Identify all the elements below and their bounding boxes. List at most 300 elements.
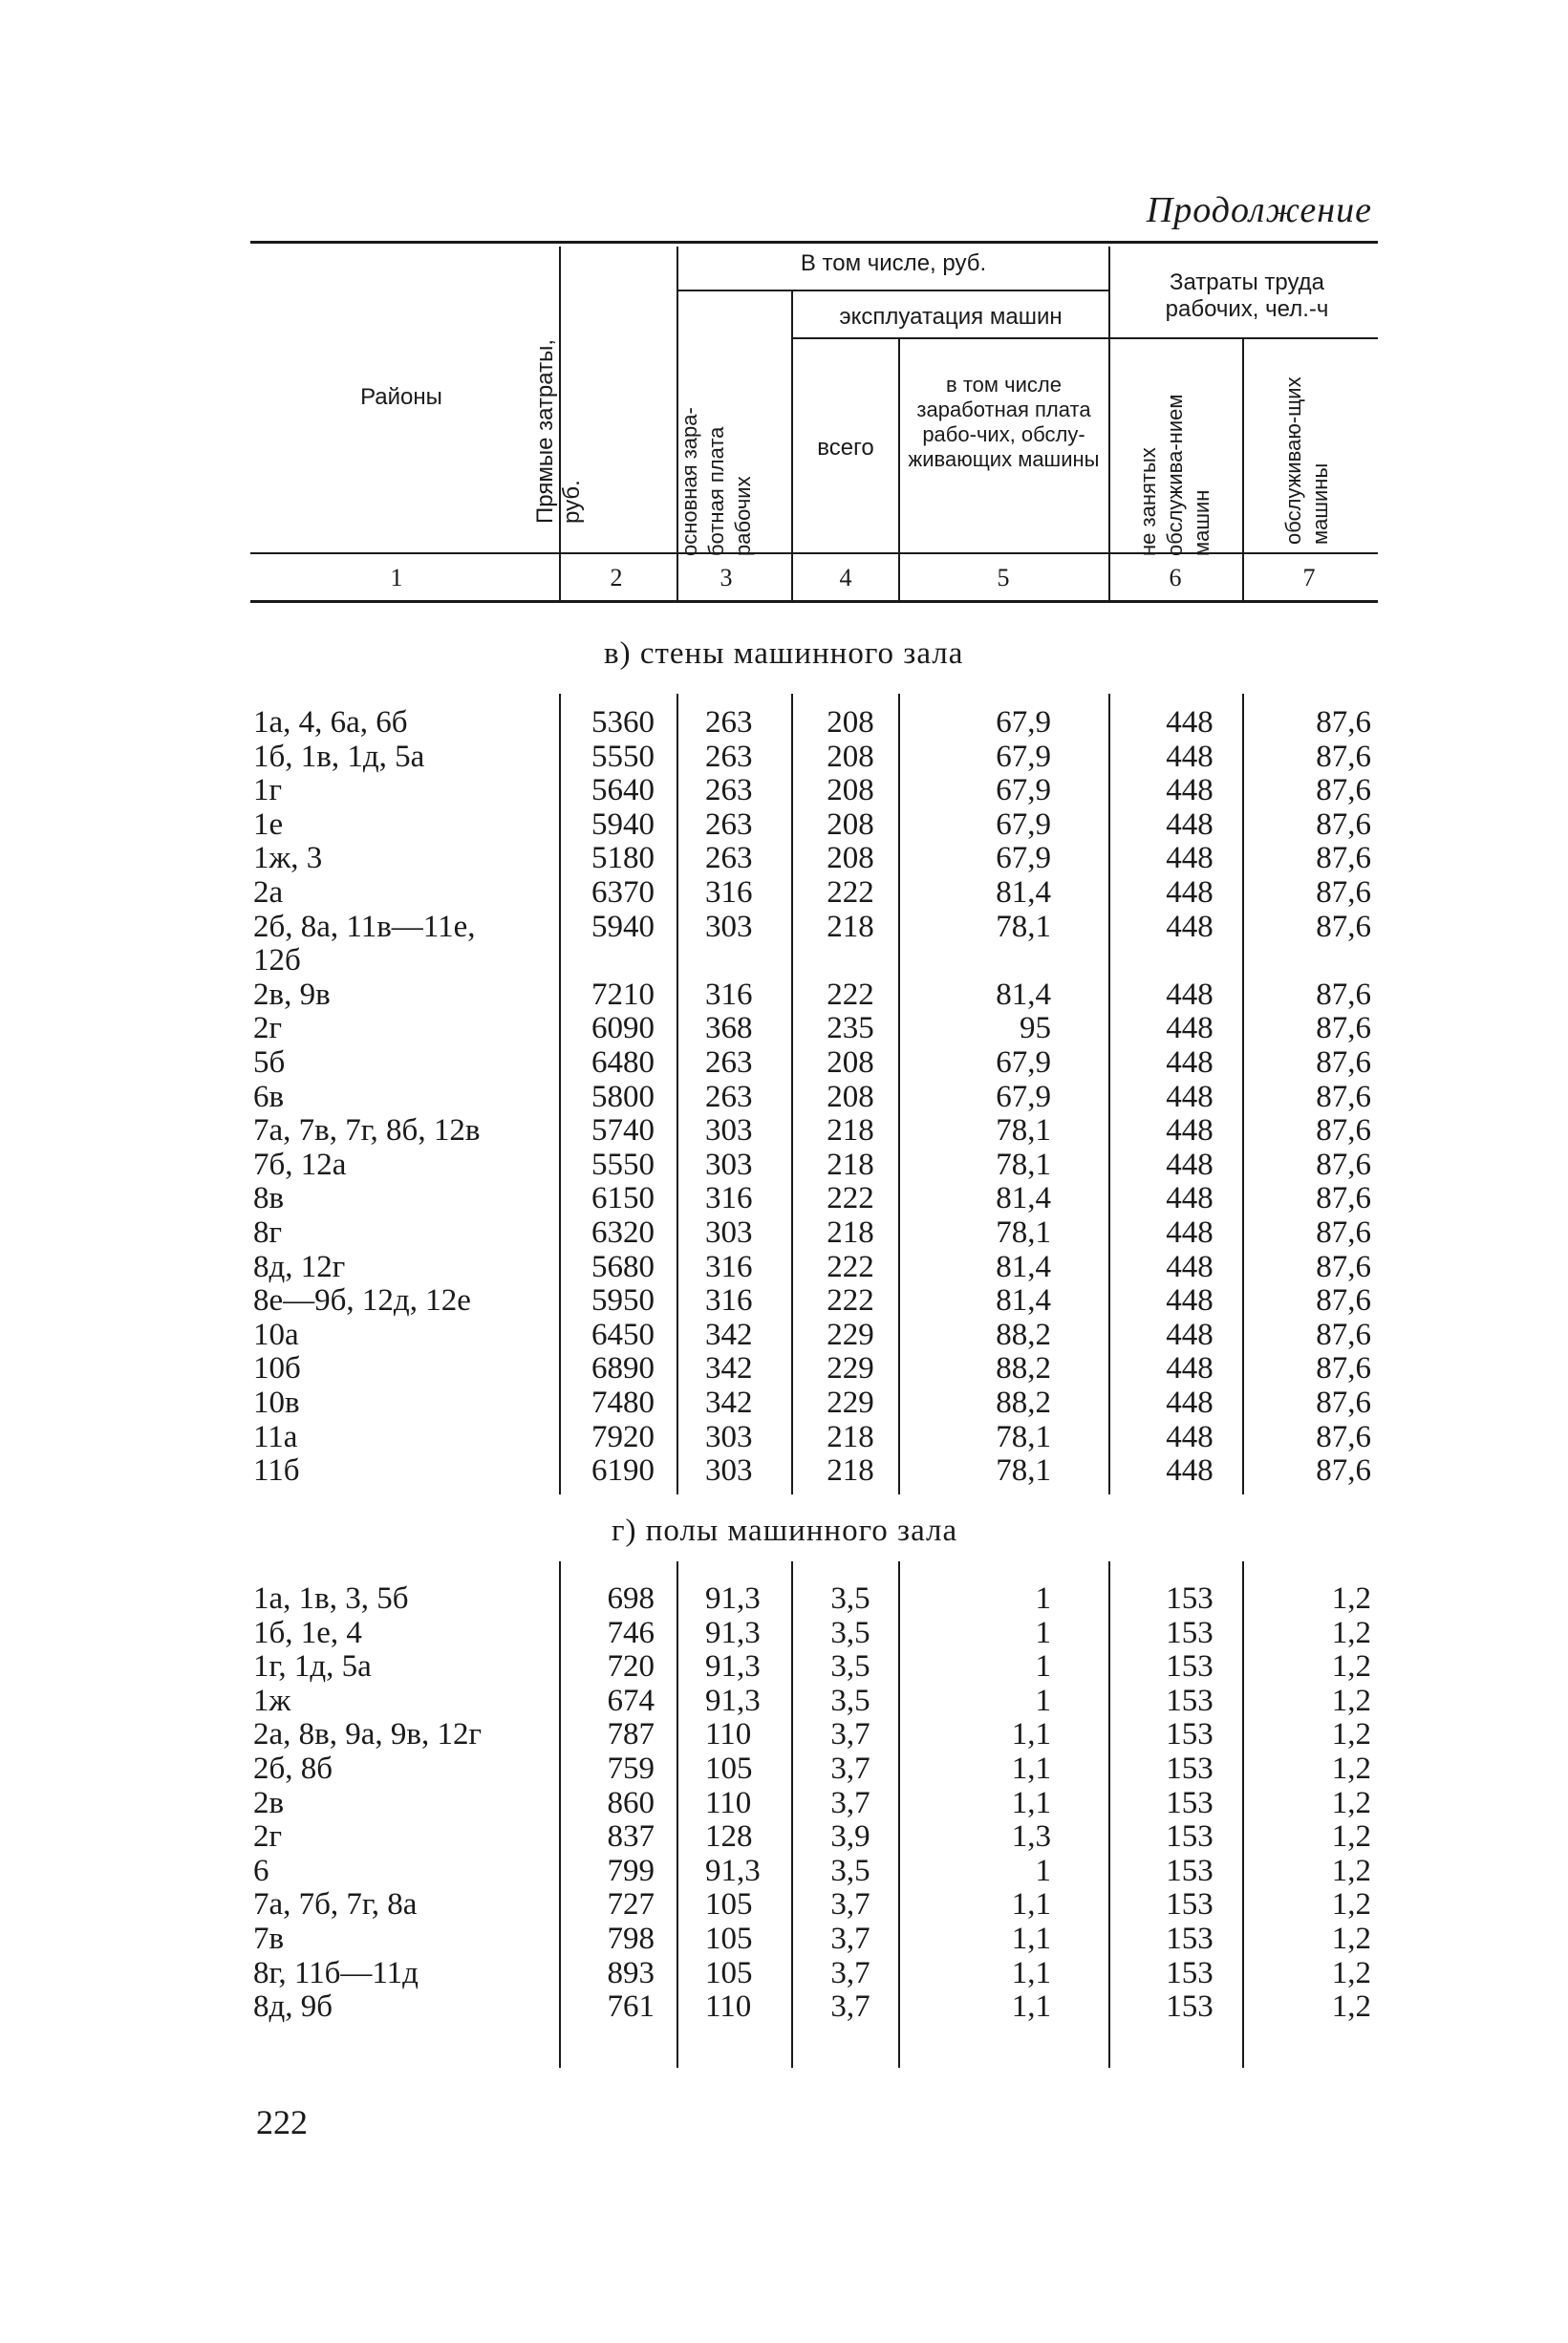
- table-row: [0, 705, 1568, 740]
- cell-labor-non-machine: 153: [1166, 1649, 1214, 1685]
- cell-direct-costs: 787: [607, 1717, 655, 1752]
- cell-base-wage: 316: [705, 1181, 753, 1216]
- cell-direct-costs: 746: [607, 1615, 655, 1650]
- table-row: [0, 841, 1568, 875]
- cell-labor-machine: 87,6: [1316, 1079, 1371, 1114]
- cell-labor-machine: 87,6: [1316, 1181, 1371, 1216]
- cell-machine-total: 218: [827, 1419, 874, 1454]
- cell-direct-costs: 799: [607, 1853, 655, 1888]
- cell-labor-machine: 87,6: [1316, 1419, 1371, 1454]
- cell-labor-machine: 87,6: [1316, 1113, 1371, 1149]
- cell-region: 5б: [253, 1045, 286, 1080]
- cell-labor-machine: 1,2: [1331, 1887, 1371, 1923]
- cell-machine-total: 208: [827, 705, 874, 740]
- cell-direct-costs: 5940: [591, 806, 655, 842]
- cell-direct-costs: 5550: [591, 739, 655, 774]
- header-group-rule: [677, 290, 1108, 291]
- cell-labor-non-machine: 448: [1166, 1079, 1214, 1114]
- table-row: [0, 943, 1568, 978]
- cell-region: 1ж, 3: [253, 841, 323, 876]
- cell-labor-machine: 87,6: [1316, 739, 1371, 774]
- section-title: г) полы машинного зала: [612, 1514, 958, 1548]
- cell-region: 2г: [253, 1819, 283, 1855]
- cell-direct-costs: 6370: [591, 875, 655, 910]
- cell-region: 7в: [253, 1922, 285, 1956]
- cell-labor-non-machine: 448: [1166, 806, 1214, 842]
- cell-direct-costs: 674: [607, 1683, 655, 1718]
- cell-operator-wage: 67,9: [996, 739, 1051, 774]
- cell-labor-non-machine: 448: [1166, 1147, 1214, 1182]
- cell-operator-wage: 1,3: [1011, 1819, 1051, 1855]
- table-row: [0, 1148, 1568, 1182]
- cell-region: 2б, 8б: [253, 1752, 333, 1786]
- cell-base-wage: 303: [705, 1419, 753, 1454]
- table-row: [0, 773, 1568, 807]
- cell-operator-wage: 88,2: [996, 1386, 1051, 1420]
- cell-direct-costs: 720: [607, 1649, 655, 1685]
- cell-operator-wage: 1,1: [1011, 1887, 1051, 1923]
- cell-machine-total: 208: [827, 739, 874, 774]
- cell-region: 8д, 9б: [253, 1989, 333, 2025]
- cell-direct-costs: 6320: [591, 1215, 655, 1250]
- table-row: [0, 1956, 1568, 1990]
- cell-direct-costs: 860: [607, 1785, 655, 1820]
- cell-labor-non-machine: 448: [1166, 1249, 1214, 1284]
- cell-region: 1а, 4, 6а, 6б: [253, 705, 408, 740]
- cell-machine-total: 222: [827, 977, 874, 1012]
- cell-direct-costs: 798: [607, 1922, 655, 1956]
- cell-labor-non-machine: 153: [1166, 1955, 1214, 1990]
- cell-direct-costs: 6480: [591, 1045, 655, 1080]
- cell-machine-total: 208: [827, 1045, 874, 1080]
- header-base-wage: основная зара-ботная плата рабочих: [677, 407, 755, 556]
- cell-machine-total: 3,9: [830, 1819, 870, 1855]
- cell-direct-costs: 698: [607, 1581, 655, 1616]
- cell-direct-costs: 6190: [591, 1453, 655, 1489]
- cell-operator-wage: 88,2: [996, 1351, 1051, 1386]
- table-row: [0, 1649, 1568, 1684]
- cell-labor-non-machine: 153: [1166, 1615, 1214, 1650]
- cell-labor-non-machine: 448: [1166, 1453, 1214, 1489]
- cell-operator-wage: 95: [1020, 1011, 1051, 1046]
- cell-region: 2в: [253, 1785, 285, 1820]
- cell-region: 11а: [253, 1419, 298, 1454]
- cell-base-wage: 91,3: [705, 1853, 761, 1888]
- table-row: [0, 1717, 1568, 1752]
- table-row: [0, 1420, 1568, 1454]
- cell-labor-non-machine: 153: [1166, 1853, 1214, 1888]
- cell-base-wage: 105: [705, 1955, 753, 1990]
- cell-region: 10а: [253, 1317, 299, 1352]
- cell-operator-wage: 1,1: [1011, 1752, 1051, 1786]
- cell-direct-costs: 5740: [591, 1113, 655, 1149]
- cell-region: 1г: [253, 773, 283, 808]
- cell-region: 12б: [253, 943, 301, 978]
- table-row: [0, 1283, 1568, 1318]
- table-row: [0, 807, 1568, 842]
- cell-machine-total: 3,7: [830, 1887, 870, 1923]
- cell-machine-total: 208: [827, 841, 874, 876]
- cell-labor-non-machine: 153: [1166, 1581, 1214, 1616]
- cell-labor-machine: 87,6: [1316, 1045, 1371, 1080]
- table-row: [0, 1045, 1568, 1080]
- cell-base-wage: 303: [705, 1215, 753, 1250]
- column-number: 2: [610, 564, 623, 591]
- cell-operator-wage: 88,2: [996, 1317, 1051, 1352]
- column-number: 4: [839, 564, 852, 591]
- cell-region: 2б, 8а, 11в—11е,: [253, 909, 476, 944]
- cell-labor-non-machine: 448: [1166, 1351, 1214, 1386]
- cell-direct-costs: 7920: [591, 1419, 655, 1454]
- cell-labor-machine: 87,6: [1316, 705, 1371, 740]
- cell-operator-wage: 67,9: [996, 806, 1051, 842]
- cell-labor-non-machine: 153: [1166, 1785, 1214, 1820]
- cell-base-wage: 303: [705, 1113, 753, 1149]
- cell-direct-costs: 7210: [591, 977, 655, 1012]
- cell-operator-wage: 78,1: [996, 1215, 1051, 1250]
- cell-labor-machine: 87,6: [1316, 1453, 1371, 1489]
- cell-labor-machine: 87,6: [1316, 1283, 1371, 1319]
- cell-labor-machine: 1,2: [1331, 1989, 1371, 2025]
- table-row: [0, 1351, 1568, 1386]
- cell-machine-total: 222: [827, 1181, 874, 1216]
- cell-base-wage: 303: [705, 909, 753, 944]
- cell-operator-wage: 1,1: [1011, 1717, 1051, 1752]
- table-row: [0, 1616, 1568, 1650]
- cell-region: 1е: [253, 806, 284, 842]
- cell-labor-machine: 87,6: [1316, 1147, 1371, 1182]
- cell-direct-costs: 6090: [591, 1011, 655, 1046]
- cell-base-wage: 263: [705, 739, 753, 774]
- cell-direct-costs: 5940: [591, 909, 655, 944]
- cell-labor-machine: 87,6: [1316, 875, 1371, 910]
- cell-labor-non-machine: 448: [1166, 875, 1214, 910]
- cell-labor-machine: 87,6: [1316, 806, 1371, 842]
- cell-base-wage: 303: [705, 1147, 753, 1182]
- cell-base-wage: 91,3: [705, 1581, 761, 1616]
- cell-base-wage: 368: [705, 1011, 753, 1046]
- cell-machine-total: 229: [827, 1317, 874, 1352]
- cell-direct-costs: 5680: [591, 1249, 655, 1284]
- table-row: [0, 1453, 1568, 1488]
- cell-labor-machine: 87,6: [1316, 909, 1371, 944]
- cell-labor-machine: 1,2: [1331, 1717, 1371, 1752]
- cell-labor-non-machine: 448: [1166, 1011, 1214, 1046]
- cell-region: 1а, 1в, 3, 5б: [253, 1581, 409, 1616]
- cell-machine-total: 3,7: [830, 1955, 870, 1990]
- cell-base-wage: 263: [705, 1045, 753, 1080]
- section-title: в) стены машинного зала: [604, 636, 964, 671]
- cell-base-wage: 316: [705, 1249, 753, 1284]
- cell-direct-costs: 5800: [591, 1079, 655, 1114]
- cell-labor-machine: 87,6: [1316, 1317, 1371, 1352]
- cell-labor-non-machine: 448: [1166, 1215, 1214, 1250]
- cell-region: 6: [253, 1853, 269, 1888]
- cell-operator-wage: 1,1: [1011, 1989, 1051, 2025]
- cell-base-wage: 263: [705, 773, 753, 808]
- numbers-bottom-rule: [250, 600, 1378, 603]
- cell-region: 2а, 8в, 9а, 9в, 12г: [253, 1717, 482, 1752]
- cell-labor-non-machine: 448: [1166, 1045, 1214, 1080]
- header-divider: [1242, 339, 1244, 600]
- table-row: [0, 1819, 1568, 1854]
- cell-labor-non-machine: 448: [1166, 705, 1214, 740]
- table-row: [0, 1922, 1568, 1956]
- cell-labor-machine: 87,6: [1316, 841, 1371, 876]
- cell-operator-wage: 81,4: [996, 977, 1051, 1012]
- cell-operator-wage: 67,9: [996, 705, 1051, 740]
- table-row: [0, 1080, 1568, 1114]
- table-row: [0, 1854, 1568, 1888]
- header-labor-rule: [1108, 337, 1378, 339]
- cell-labor-machine: 87,6: [1316, 1215, 1371, 1250]
- cell-base-wage: 91,3: [705, 1683, 761, 1718]
- cell-labor-non-machine: 153: [1166, 1717, 1214, 1752]
- cell-labor-non-machine: 153: [1166, 1887, 1214, 1923]
- cell-machine-total: 222: [827, 1249, 874, 1284]
- table-row: [0, 1181, 1568, 1215]
- header-total: всего: [817, 435, 874, 461]
- column-number: 1: [390, 564, 403, 591]
- header-machine-workers: обслуживаю-щих машины: [1281, 376, 1332, 545]
- cell-machine-total: 3,5: [830, 1581, 870, 1616]
- cell-base-wage: 316: [705, 1283, 753, 1319]
- cell-region: 8г, 11б—11д: [253, 1955, 419, 1990]
- cell-labor-machine: 87,6: [1316, 977, 1371, 1012]
- table-row: [0, 910, 1568, 944]
- cell-direct-costs: 759: [607, 1752, 655, 1786]
- cell-direct-costs: 5550: [591, 1147, 655, 1182]
- cell-machine-total: 229: [827, 1351, 874, 1386]
- cell-operator-wage: 78,1: [996, 909, 1051, 944]
- cell-region: 7б, 12а: [253, 1147, 347, 1182]
- cell-machine-total: 218: [827, 1453, 874, 1489]
- cell-machine-total: 3,5: [830, 1853, 870, 1888]
- header-labor-costs: Затраты труда рабочих, чел.-ч: [1165, 269, 1329, 322]
- column-number: 6: [1169, 564, 1182, 591]
- cell-machine-total: 3,7: [830, 1752, 870, 1786]
- cell-machine-total: 235: [827, 1011, 874, 1046]
- cell-region: 10в: [253, 1386, 300, 1420]
- cell-machine-total: 218: [827, 1215, 874, 1250]
- header-group-including: В том числе, руб.: [800, 250, 987, 276]
- cell-machine-total: 218: [827, 909, 874, 944]
- cell-machine-total: 3,7: [830, 1922, 870, 1956]
- cell-base-wage: 342: [705, 1351, 753, 1386]
- cell-labor-machine: 87,6: [1316, 773, 1371, 808]
- cell-labor-non-machine: 448: [1166, 1386, 1214, 1420]
- cell-operator-wage: 81,4: [996, 1283, 1051, 1319]
- cell-region: 2г: [253, 1011, 283, 1046]
- cell-direct-costs: 6890: [591, 1351, 655, 1386]
- cell-region: 1б, 1е, 4: [253, 1615, 362, 1650]
- cell-operator-wage: 81,4: [996, 875, 1051, 910]
- header-top-rule: [250, 241, 1378, 244]
- cell-labor-non-machine: 153: [1166, 1683, 1214, 1718]
- cell-operator-wage: 1: [1035, 1615, 1051, 1650]
- cell-direct-costs: 7480: [591, 1386, 655, 1420]
- table-row: [0, 1581, 1568, 1616]
- cell-region: 2а: [253, 875, 284, 910]
- cell-operator-wage: 81,4: [996, 1249, 1051, 1284]
- cell-machine-total: 3,5: [830, 1683, 870, 1718]
- table-row: [0, 1386, 1568, 1420]
- cell-region: 6в: [253, 1079, 285, 1114]
- cell-machine-total: 222: [827, 875, 874, 910]
- cell-machine-total: 3,7: [830, 1785, 870, 1820]
- cell-base-wage: 263: [705, 1079, 753, 1114]
- cell-region: 8в: [253, 1181, 285, 1216]
- header-operator-wage: в том числе заработная плата рабо-чих, обслу-живающих машины: [908, 373, 1100, 471]
- cell-base-wage: 263: [705, 841, 753, 876]
- cell-operator-wage: 78,1: [996, 1419, 1051, 1454]
- cell-base-wage: 342: [705, 1386, 753, 1420]
- cell-machine-total: 208: [827, 1079, 874, 1114]
- table-row: [0, 1215, 1568, 1250]
- cell-labor-non-machine: 153: [1166, 1922, 1214, 1956]
- table-row: [0, 875, 1568, 910]
- cell-region: 1г, 1д, 5а: [253, 1649, 372, 1685]
- cell-base-wage: 263: [705, 806, 753, 842]
- cell-machine-total: 218: [827, 1113, 874, 1149]
- cell-direct-costs: 5180: [591, 841, 655, 876]
- cell-direct-costs: 761: [607, 1989, 655, 2025]
- cell-region: 10б: [253, 1351, 301, 1386]
- cell-machine-total: 208: [827, 806, 874, 842]
- cell-labor-non-machine: 448: [1166, 1181, 1214, 1216]
- column-number: 3: [720, 564, 733, 591]
- cell-operator-wage: 1: [1035, 1581, 1051, 1616]
- cell-labor-machine: 87,6: [1316, 1386, 1371, 1420]
- table-row: [0, 1318, 1568, 1352]
- cell-region: 11б: [253, 1453, 300, 1489]
- cell-region: 7а, 7в, 7г, 8б, 12в: [253, 1113, 481, 1149]
- cell-operator-wage: 67,9: [996, 1079, 1051, 1114]
- cell-operator-wage: 1: [1035, 1853, 1051, 1888]
- cell-machine-total: 208: [827, 773, 874, 808]
- cell-labor-non-machine: 448: [1166, 1113, 1214, 1149]
- continuation-label: Продолжение: [1146, 190, 1372, 230]
- table-row: [0, 1752, 1568, 1786]
- cell-direct-costs: 5950: [591, 1283, 655, 1319]
- cell-region: 7а, 7б, 7г, 8а: [253, 1887, 418, 1923]
- cell-operator-wage: 78,1: [996, 1453, 1051, 1489]
- cell-base-wage: 316: [705, 875, 753, 910]
- cell-labor-machine: 87,6: [1316, 1011, 1371, 1046]
- cell-region: 1б, 1в, 1д, 5а: [253, 739, 425, 774]
- table-row: [0, 1786, 1568, 1820]
- cell-base-wage: 263: [705, 705, 753, 740]
- cell-labor-machine: 1,2: [1331, 1615, 1371, 1650]
- cell-labor-non-machine: 448: [1166, 841, 1214, 876]
- cell-base-wage: 342: [705, 1317, 753, 1352]
- cell-labor-non-machine: 153: [1166, 1819, 1214, 1855]
- table-row: [0, 1989, 1568, 2024]
- cell-labor-machine: 1,2: [1331, 1922, 1371, 1956]
- cell-machine-total: 3,7: [830, 1989, 870, 2025]
- cell-base-wage: 316: [705, 977, 753, 1012]
- cell-direct-costs: 893: [607, 1955, 655, 1990]
- table-row: [0, 1887, 1568, 1922]
- table-row: [0, 1113, 1568, 1148]
- header-divider: [1108, 247, 1110, 600]
- cell-operator-wage: 78,1: [996, 1147, 1051, 1182]
- cell-machine-total: 3,7: [830, 1717, 870, 1752]
- header-divider: [898, 339, 900, 600]
- table-row: [0, 1011, 1568, 1045]
- cell-direct-costs: 5640: [591, 773, 655, 808]
- cell-direct-costs: 6150: [591, 1181, 655, 1216]
- cell-operator-wage: 1,1: [1011, 1785, 1051, 1820]
- cell-operator-wage: 1,1: [1011, 1922, 1051, 1956]
- table-row: [0, 978, 1568, 1012]
- cell-operator-wage: 1: [1035, 1683, 1051, 1718]
- header-subgroup-rule: [791, 337, 1108, 339]
- cell-operator-wage: 78,1: [996, 1113, 1051, 1149]
- header-machine-operation: эксплуатация машин: [839, 304, 1063, 330]
- cell-base-wage: 110: [705, 1785, 752, 1820]
- table-row: [0, 1250, 1568, 1284]
- cell-labor-machine: 1,2: [1331, 1785, 1371, 1820]
- cell-machine-total: 218: [827, 1147, 874, 1182]
- column-number: 7: [1302, 564, 1316, 591]
- cell-direct-costs: 6450: [591, 1317, 655, 1352]
- cell-labor-machine: 87,6: [1316, 1351, 1371, 1386]
- cell-labor-machine: 1,2: [1331, 1581, 1371, 1616]
- cell-operator-wage: 1,1: [1011, 1955, 1051, 1990]
- cell-direct-costs: 5360: [591, 705, 655, 740]
- header-not-machine-workers: не занятых обслужива-нием машин: [1136, 394, 1214, 556]
- cell-operator-wage: 67,9: [996, 773, 1051, 808]
- cell-base-wage: 110: [705, 1717, 752, 1752]
- cell-labor-machine: 1,2: [1331, 1649, 1371, 1685]
- cell-machine-total: 222: [827, 1283, 874, 1319]
- cell-machine-total: 3,5: [830, 1649, 870, 1685]
- cell-labor-machine: 87,6: [1316, 1249, 1371, 1284]
- cell-operator-wage: 67,9: [996, 841, 1051, 876]
- cell-base-wage: 105: [705, 1752, 753, 1786]
- cell-labor-non-machine: 153: [1166, 1989, 1214, 2025]
- page-number: 222: [256, 2103, 308, 2141]
- cell-operator-wage: 1: [1035, 1649, 1051, 1685]
- cell-base-wage: 91,3: [705, 1649, 761, 1685]
- column-number: 5: [997, 564, 1010, 591]
- cell-labor-non-machine: 448: [1166, 773, 1214, 808]
- table-row: [0, 740, 1568, 774]
- cell-labor-machine: 1,2: [1331, 1853, 1371, 1888]
- cell-region: 2в, 9в: [253, 977, 331, 1012]
- cell-labor-non-machine: 448: [1166, 1419, 1214, 1454]
- cell-labor-machine: 1,2: [1331, 1683, 1371, 1718]
- cell-direct-costs: 837: [607, 1819, 655, 1855]
- cell-labor-non-machine: 448: [1166, 909, 1214, 944]
- cell-labor-non-machine: 448: [1166, 1283, 1214, 1319]
- cell-machine-total: 3,5: [830, 1615, 870, 1650]
- table-row: [0, 1684, 1568, 1718]
- cell-labor-machine: 1,2: [1331, 1752, 1371, 1786]
- cell-region: 8е—9б, 12д, 12е: [253, 1283, 471, 1319]
- cell-base-wage: 303: [705, 1453, 753, 1489]
- cell-labor-non-machine: 153: [1166, 1752, 1214, 1786]
- cell-region: 1ж: [253, 1683, 291, 1718]
- header-direct-costs: Прямые затраты, руб.: [532, 339, 585, 524]
- cell-labor-non-machine: 448: [1166, 977, 1214, 1012]
- cell-region: 8г: [253, 1215, 283, 1250]
- cell-base-wage: 105: [705, 1887, 753, 1923]
- cell-base-wage: 105: [705, 1922, 753, 1956]
- cell-base-wage: 128: [705, 1819, 753, 1855]
- header-regions: Районы: [360, 384, 442, 410]
